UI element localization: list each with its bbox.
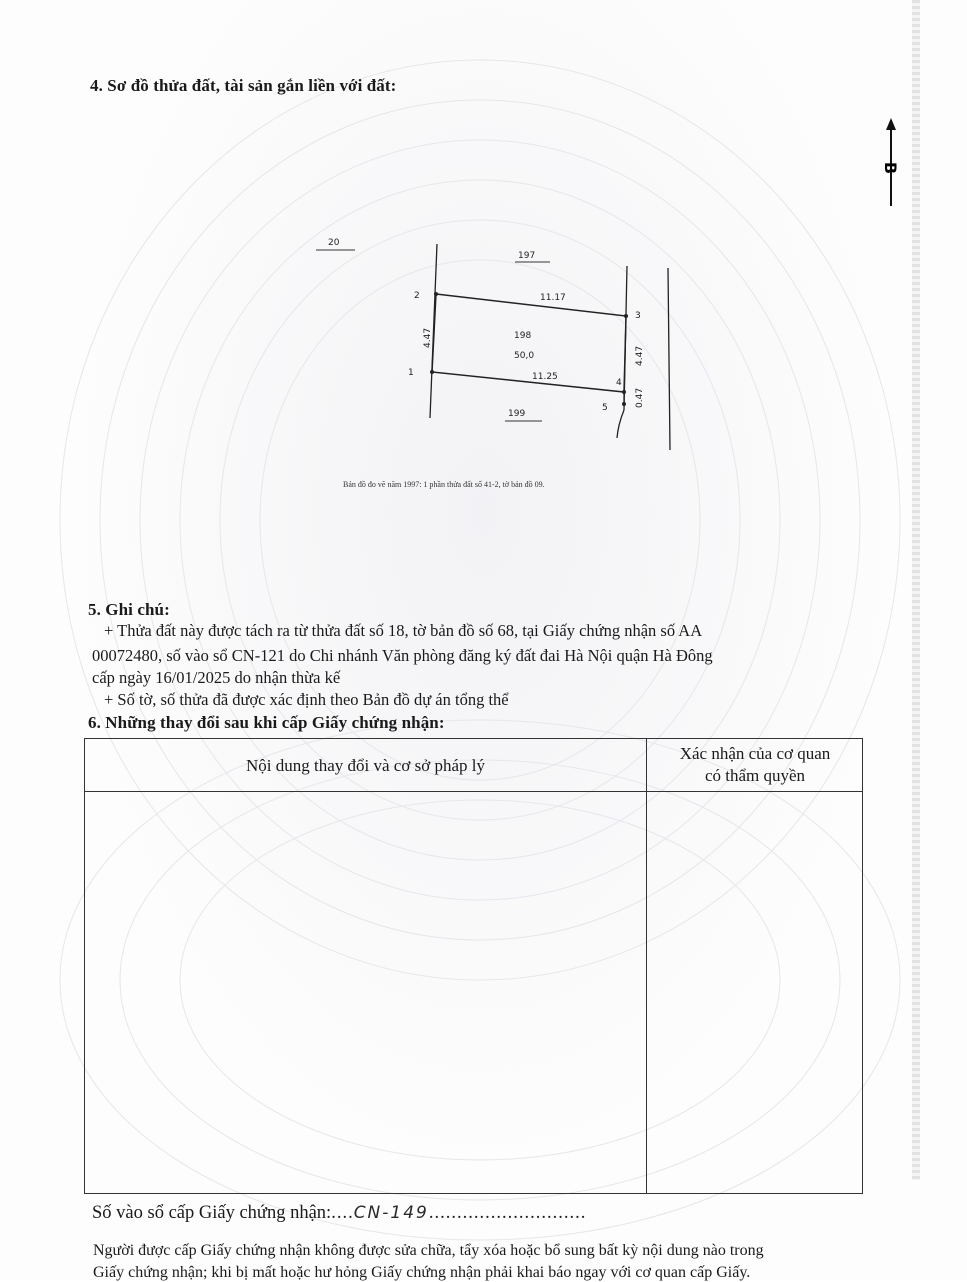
label-point-5: 5 — [602, 403, 608, 413]
page-edge-strip — [912, 0, 920, 1180]
registration-label: Số vào sổ cấp Giấy chứng nhận: — [92, 1203, 332, 1223]
label-edge-right-small: 0.47 — [635, 387, 645, 408]
note-line: cấp ngày 16/01/2025 do nhận thừa kế — [92, 668, 341, 687]
far-right-line — [668, 268, 670, 450]
registration-line: Số vào sổ cấp Giấy chứng nhận:....CN-149............................ — [92, 1203, 587, 1223]
changes-table — [84, 738, 863, 1194]
note-line: + Thửa đất này được tách ra từ thửa đất số 18, tờ bản đồ số 68, tại Giấy chứng nhận số AA — [104, 621, 703, 640]
note-line: + Số tờ, số thửa đã được xác định theo Bản đồ dự án tổng thể — [104, 690, 509, 709]
table-header-divider — [85, 791, 862, 792]
label-edge-left: 4.47 — [423, 327, 433, 348]
label-point-4: 4 — [616, 378, 622, 388]
column-header-confirmation-line1: Xác nhận của cơ quan — [679, 744, 831, 763]
section-4-title: 4. Sơ đồ thửa đất, tài sản gắn liền với đất: — [90, 76, 397, 95]
point-3-marker — [624, 314, 628, 318]
north-arrow-icon — [876, 118, 906, 210]
label-point-1: 1 — [408, 368, 414, 378]
label-edge-bottom: 11.25 — [532, 372, 558, 382]
point-1-marker — [430, 370, 434, 374]
map-caption: Bản đồ đo vẽ năm 1997: 1 phần thửa đất số 41-2, tờ bản đồ 09. — [343, 480, 545, 489]
footer-notice-line-1: Người được cấp Giấy chứng nhận không được sửa chữa, tẩy xóa hoặc bổ sung bất kỳ nội dung nào trong — [93, 1242, 764, 1259]
label-adjacent-199: 199 — [508, 409, 526, 419]
footer-notice-line-2: Giấy chứng nhận; khi bị mất hoặc hư hỏng Giấy chứng nhận phải khai báo ngay với cơ quan cấp Giấy. — [93, 1264, 751, 1281]
note-line: 00072480, số vào sổ CN-121 do Chi nhánh Văn phòng đăng ký đất đai Hà Nội quận Hà Đông — [92, 646, 713, 665]
parcel-outline — [432, 294, 626, 392]
right-boundary-line-lower — [617, 410, 624, 438]
table-cell-confirmation — [648, 793, 862, 1193]
table-column-divider — [646, 739, 647, 1193]
section-6-title: 6. Những thay đổi sau khi cấp Giấy chứng nhận: — [88, 713, 445, 732]
north-label: B — [881, 161, 900, 175]
label-edge-top: 11.17 — [540, 293, 566, 303]
point-5-marker — [622, 402, 626, 406]
point-4-marker — [622, 390, 626, 394]
label-point-3: 3 — [635, 311, 641, 321]
column-header-confirmation — [648, 743, 862, 787]
label-edge-right: 4.47 — [635, 345, 645, 366]
point-2-marker — [434, 292, 438, 296]
parcel-map — [300, 225, 680, 460]
table-cell-content — [85, 793, 646, 1193]
label-adjacent-20: 20 — [328, 238, 340, 248]
registration-value: CN-149 — [353, 1203, 429, 1223]
label-adjacent-197: 197 — [518, 251, 536, 261]
column-header-confirmation-line2: có thẩm quyền — [704, 766, 806, 785]
section-5-title: 5. Ghi chú: — [88, 600, 170, 619]
label-parcel-area: 50,0 — [514, 351, 535, 361]
column-header-content: Nội dung thay đổi và cơ sở pháp lý — [246, 756, 485, 775]
label-point-2: 2 — [414, 291, 420, 301]
label-parcel-198: 198 — [514, 331, 532, 341]
